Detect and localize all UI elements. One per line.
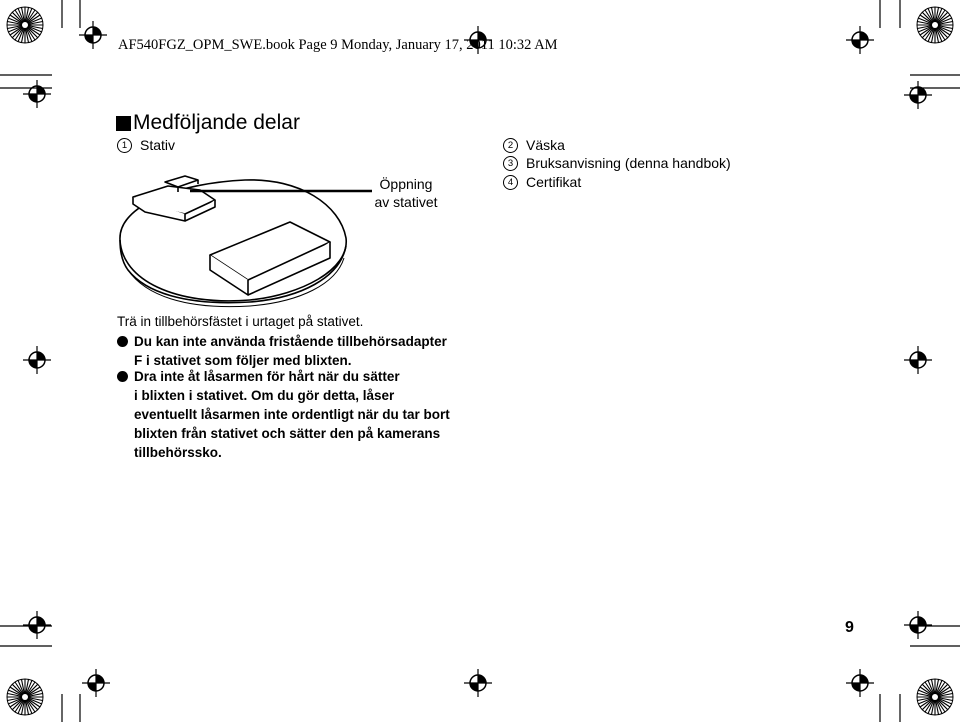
note-line: Du kan inte använda fristående tillbehörsadapter bbox=[117, 332, 447, 351]
note-line: i blixten i stativet. Om du gör detta, låser bbox=[134, 388, 395, 403]
callout-line-2: av stativet bbox=[374, 194, 438, 210]
part-label: Stativ bbox=[140, 137, 176, 153]
section-title-text: Medföljande delar bbox=[133, 111, 300, 134]
bullet-icon bbox=[117, 371, 128, 382]
part-label: Bruksanvisning (denna handbok) bbox=[526, 155, 731, 171]
circled-number: 1 bbox=[117, 138, 132, 153]
note-line: F i stativet som följer med blixten. bbox=[134, 353, 352, 368]
note-2 bbox=[117, 367, 450, 462]
callout-line-1: Öppning bbox=[379, 176, 433, 192]
circled-number: 4 bbox=[503, 175, 518, 190]
part-item-1 bbox=[117, 137, 175, 153]
page-number: 9 bbox=[845, 619, 854, 636]
circled-number: 2 bbox=[503, 138, 518, 153]
part-label: Väska bbox=[526, 137, 565, 153]
bullet-icon bbox=[117, 336, 128, 347]
note-1 bbox=[117, 332, 447, 370]
circled-number: 3 bbox=[503, 156, 518, 171]
part-item-4 bbox=[503, 174, 581, 190]
callout-label bbox=[366, 175, 446, 211]
square-bullet-icon bbox=[116, 116, 131, 131]
book-header: AF540FGZ_OPM_SWE.book Page 9 Monday, January 17, 2011 10:32 AM bbox=[118, 37, 558, 53]
part-item-3 bbox=[503, 155, 731, 171]
part-label: Certifikat bbox=[526, 174, 582, 190]
note-line: Dra inte åt låsarmen för hårt när du sätter bbox=[117, 367, 450, 386]
section-title bbox=[116, 111, 300, 135]
note-line: blixten från stativet och sätter den på kamerans bbox=[134, 426, 441, 441]
instruction-text: Trä in tillbehörsfästet i urtaget på stativet. bbox=[117, 314, 364, 329]
part-item-2 bbox=[503, 137, 565, 153]
note-line: tillbehörssko. bbox=[134, 445, 222, 460]
note-line: eventuellt låsarmen inte ordentligt när du tar bort bbox=[134, 407, 450, 422]
